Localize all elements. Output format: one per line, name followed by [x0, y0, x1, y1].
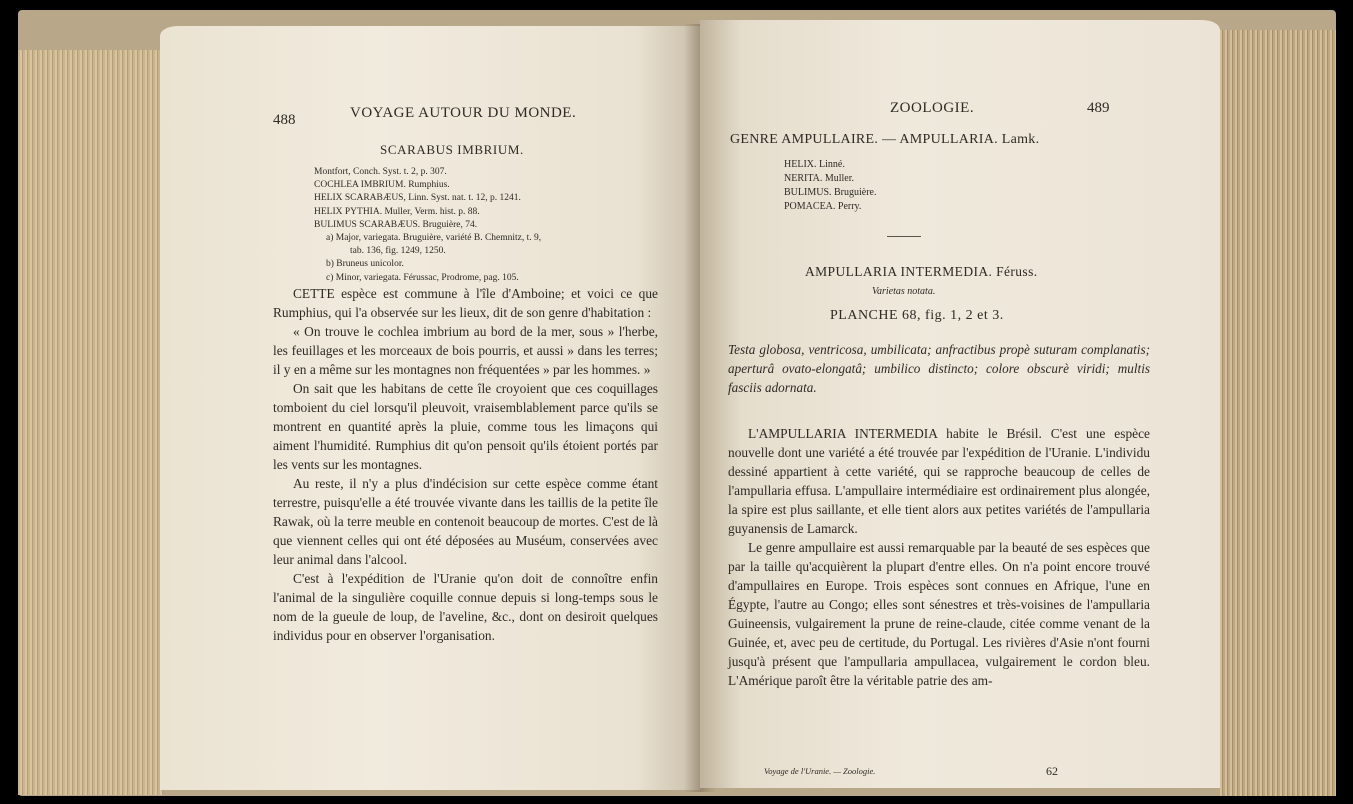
synonymy-list — [314, 166, 644, 285]
paragraph: L'AMPULLARIA INTERMEDIA habite le Brésil. C'est une espèce nouvelle dont une variété a été trouvée par l'expédition de l'Uranie. L'individu dessiné appartient à cette variété, qui se rapproche beaucoup de celles de l'ampullaria effusa. L'ampullaire intermédiaire est ordinairement plus alongée, la spire est plus saillante, et elle tient alors aux petites variétés de l'ampullaria guyanensis de Lamarck. — [728, 426, 1150, 536]
paragraph: On sait que les habitans de cette île croyoient que ces coquillages tomboient du ciel lorsqu'il pleuvoit, vraisemblablement parce qu'ils se montrent en quantité après la pluie, comme tous les limaçons qui aiment l'humidité. Rumphius dit qu'on pensoit qu'ils étoient portés par les vents sur les montagnes. — [273, 381, 658, 472]
left-body — [273, 284, 658, 645]
synonym-line: BULIMUS. Bruguière. — [784, 187, 877, 198]
synonym-line: BULIMUS SCARABÆUS. Bruguière, 74. — [314, 219, 478, 230]
synonym-line: tab. 136, fig. 1249, 1250. — [350, 246, 446, 257]
paragraph: Au reste, il n'y a plus d'indécision sur cette espèce comme étant terrestre, puisqu'elle a été trouvée vivante dans les taillis de la petite île Rawak, où la terre meuble en contenoit beaucoup de mortes. C'est de là que viennent celles qui ont été déposées au Muséum, conservées avec leur animal dans l'alcool. — [273, 476, 658, 567]
page-edges-right — [1218, 30, 1336, 796]
synonym-line: a) Major, variegata. Bruguière, variété B. Chemnitz, t. 9, — [326, 233, 542, 244]
right-page — [700, 20, 1220, 788]
paragraph: Le genre ampullaire est aussi remarquable par la beauté de ses espèces que par la taille qu'acquièrent la plupart d'entre elles. On n'a point encore trouvé d'ampullaires en Europe. Trois espèces sont connues en Afrique, l'une en Égypte, l'autre au Congo; elles sont sénestres et très-voisines de l'ampullaria Guineensis, vulgairement la prune de reine-claude, citée comme venant de la Guinée, et, avec peu de certitude, du Portugal. Les rivières d'Asie n'ont fourni jusqu'à présent que l'ampullaria ampullacea, vulgairement le cordon bleu. L'Amérique paroît être la véritable patrie des am- — [728, 540, 1150, 688]
paragraph: C'est à l'expédition de l'Uranie qu'on doit de connoître enfin l'animal de la singulière coquille connue depuis si long-temps sous le nom de la gueule de loup, de l'aveline, &c., dont on desiroit quelques individus pour en observer l'organisation. — [273, 571, 658, 643]
synonym-line: c) Minor, variegata. Férussac, Prodrome, pag. 105. — [326, 272, 519, 283]
species-title: AMPULLARIA INTERMEDIA. Féruss. — [805, 264, 1038, 279]
varietas-line: Varietas notata. — [872, 286, 936, 297]
planche-reference: PLANCHE 68, fig. 1, 2 et 3. — [830, 308, 1004, 323]
paragraph: CETTE espèce est commune à l'île d'Amboine; et voici ce que Rumphius, qui l'a observée sur les lieux, dit de son genre d'habitation : — [273, 286, 658, 320]
synonym-line: Montfort, Conch. Syst. t. 2, p. 307. — [314, 167, 447, 177]
genus-line: GENRE AMPULLAIRE. — AMPULLARIA. Lamk. — [730, 132, 1040, 147]
synonym-line: COCHLEA IMBRIUM. Rumphius. — [314, 180, 450, 191]
synonym-line: NERITA. Muller. — [784, 173, 855, 184]
left-running-head: VOYAGE AUTOUR DU MONDE. — [350, 105, 577, 121]
synonym-line: HELIX SCARABÆUS, Linn. Syst. nat. t. 12, p. 1241. — [314, 193, 521, 204]
signature-mark: 62 — [1046, 764, 1058, 778]
genus-synonymy — [784, 158, 877, 214]
synonym-line: b) Bruneus unicolor. — [326, 259, 404, 270]
synonym-line: POMACEA. Perry. — [784, 201, 862, 212]
synonym-line: HELIX. Linné. — [784, 159, 845, 170]
right-body — [728, 424, 1150, 690]
left-page-number: 488 — [273, 112, 296, 128]
section-title: SCARABUS IMBRIUM. — [380, 142, 524, 157]
page-edges-left — [18, 50, 163, 795]
page-footer-title: Voyage de l'Uranie. — Zoologie. — [764, 766, 876, 776]
paragraph: « On trouve le cochlea imbrium au bord de la mer, sous » l'herbe, les feuillages et les morceaux de bois pourris, et aussi » dans les terres; il y en a même sur les montagnes non fréquentées » par les hommes. » — [273, 324, 658, 377]
right-running-head: ZOOLOGIE. — [890, 100, 975, 116]
left-page — [160, 26, 700, 790]
section-divider — [887, 236, 921, 237]
latin-description: Testa globosa, ventricosa, umbilicata; anfractibus propè suturam complanatis; aperturâ ovato-elongatâ; umbilico distincto; colore obscurè viridi; multis fasciis adornata. — [728, 342, 1150, 395]
synonym-line: HELIX PYTHIA. Muller, Verm. hist. p. 88. — [314, 206, 480, 217]
open-book — [18, 10, 1336, 796]
right-page-number: 489 — [1087, 100, 1110, 116]
